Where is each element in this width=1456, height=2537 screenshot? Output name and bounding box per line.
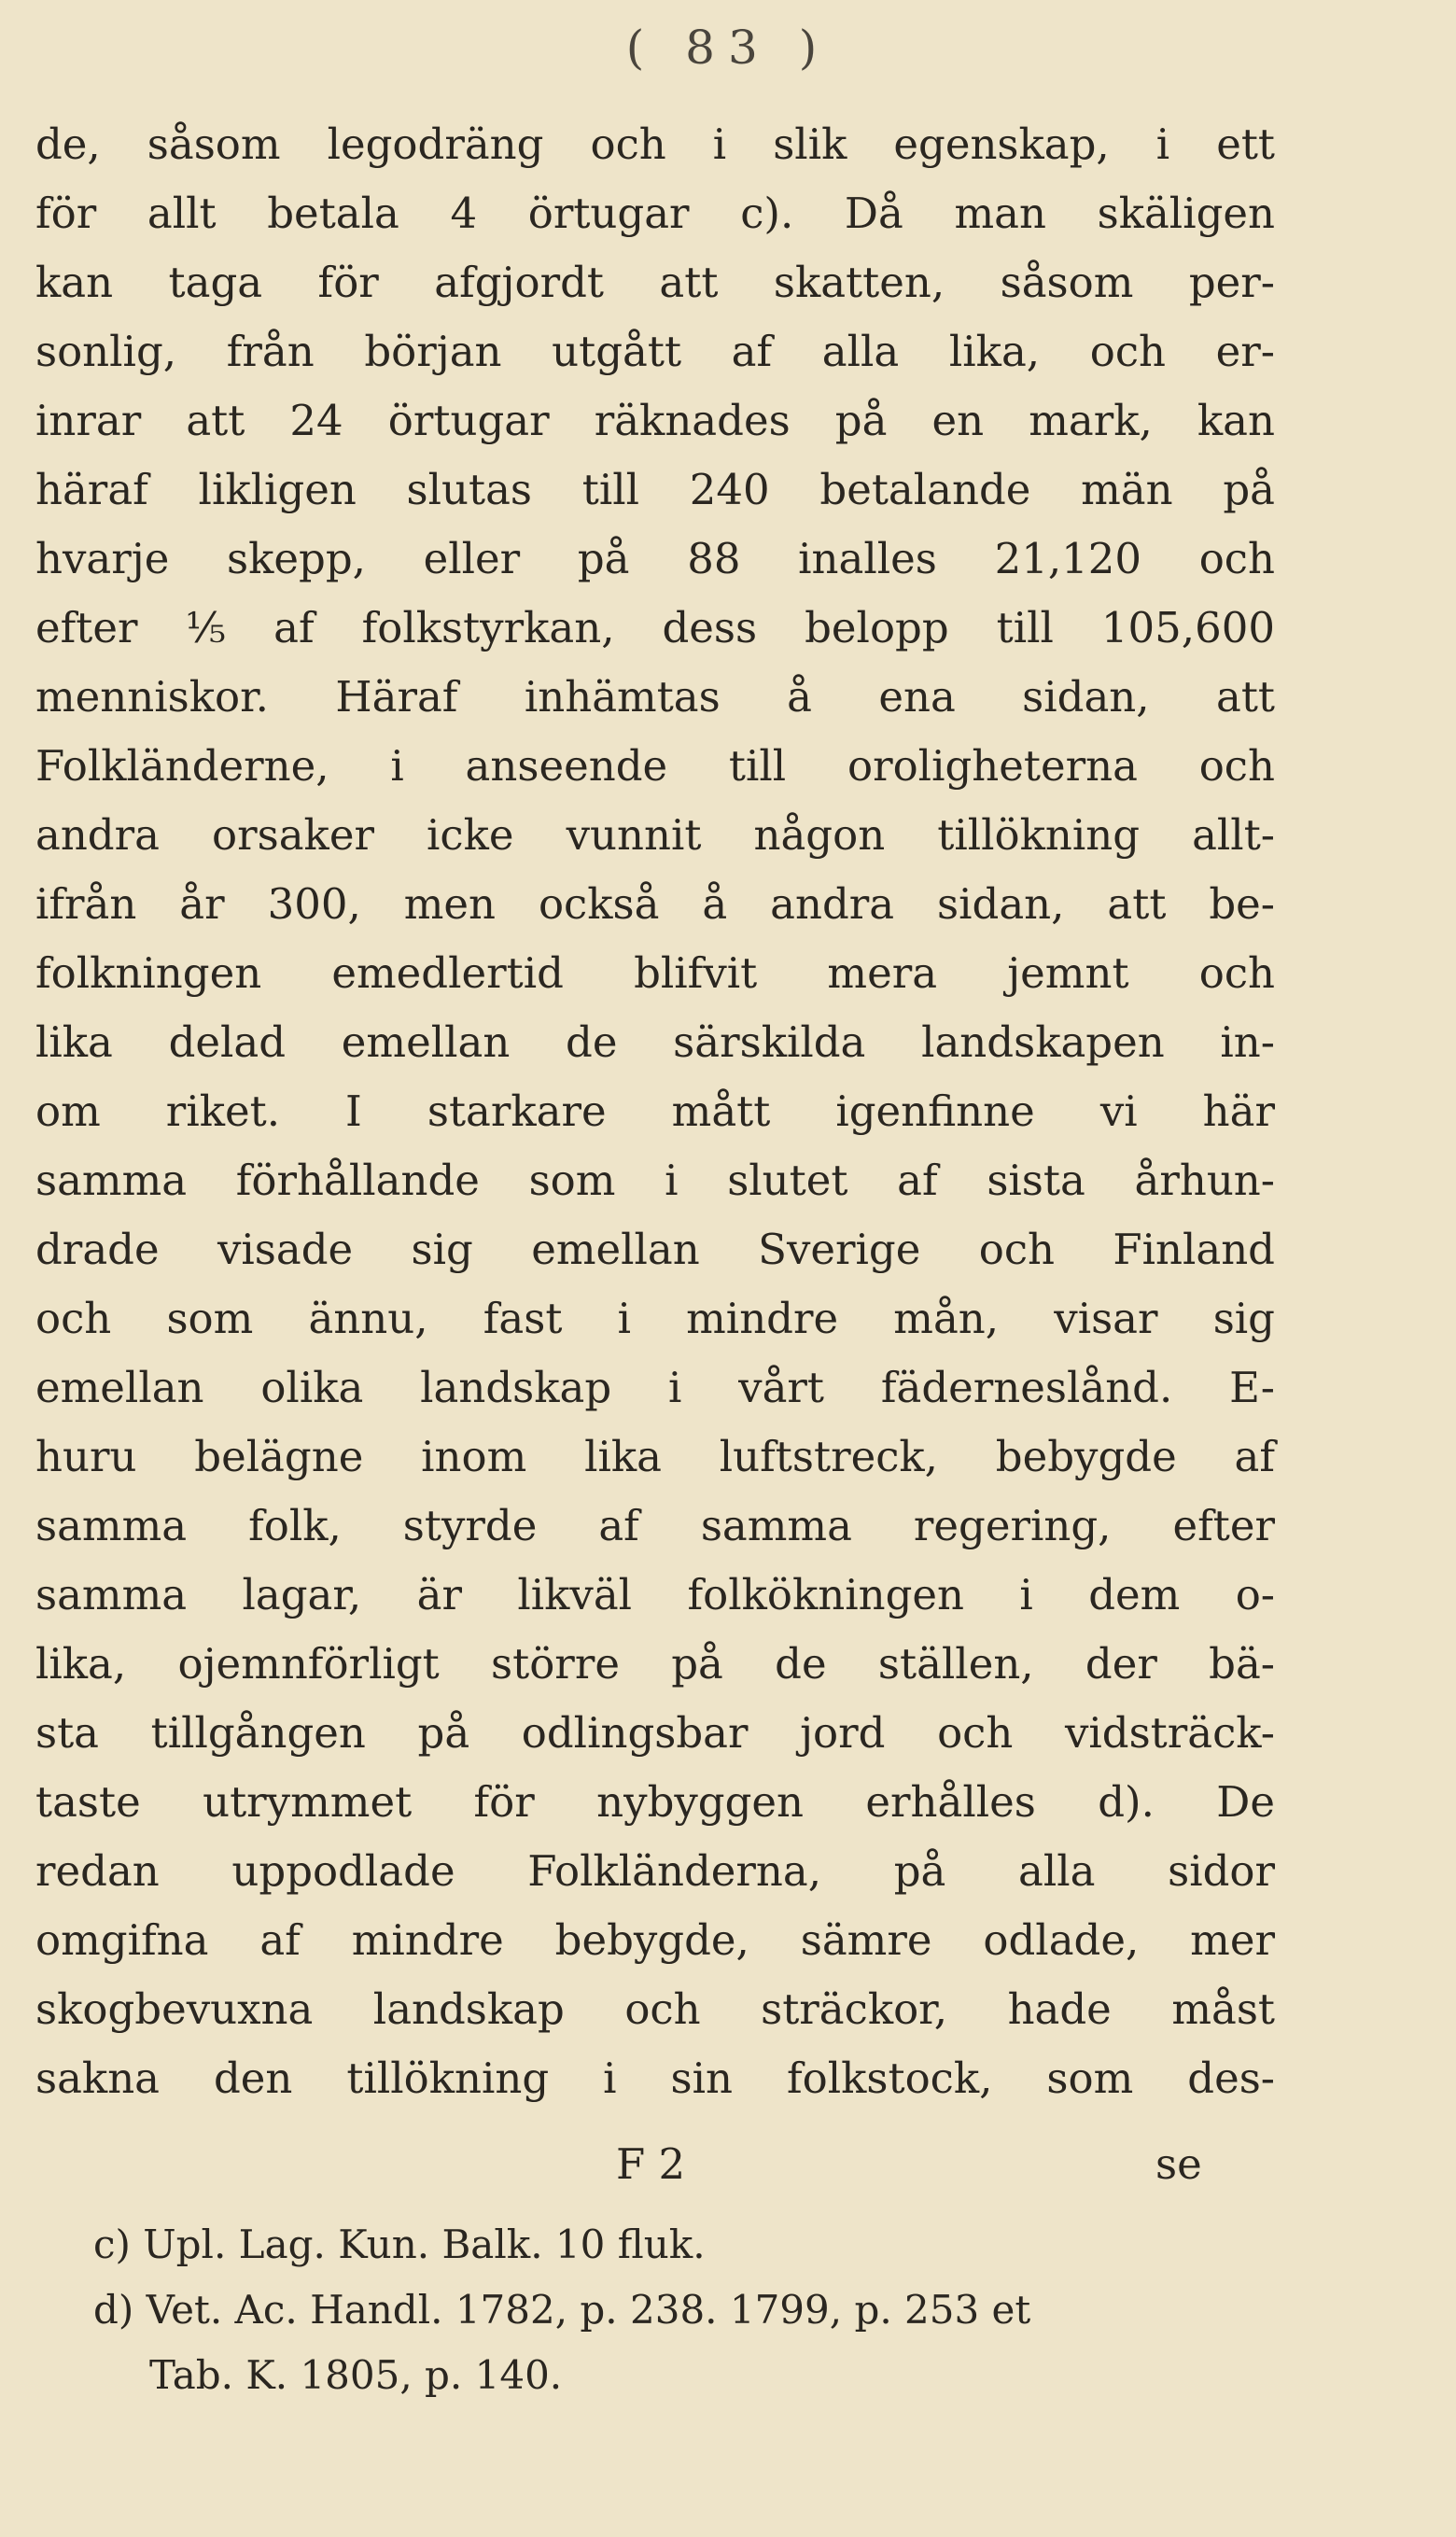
body-line: emellan olika landskap i vårt fäderneslånd. E- bbox=[35, 1363, 1275, 1412]
body-line: skogbevuxna landskap och sträckor, hade måst bbox=[35, 1984, 1275, 2034]
body-line: inrar att 24 örtugar räknades på en mark, kan bbox=[35, 396, 1275, 445]
body-line: och som ännu, fast i mindre mån, visar sig bbox=[35, 1294, 1275, 1343]
body-line: sta tillgången på odlingsbar jord och vidsträck- bbox=[35, 1708, 1275, 1758]
body-line: häraf likligen slutas till 240 betalande män på bbox=[35, 465, 1275, 514]
footnote: c) Upl. Lag. Kun. Balk. 10 fluk. bbox=[93, 2222, 706, 2267]
body-line: samma lagar, är likväl folkökningen i dem o- bbox=[35, 1570, 1275, 1619]
body-line: lika, ojemnförligt större på de ställen, der bä- bbox=[35, 1639, 1275, 1689]
catchword: se bbox=[1155, 2139, 1202, 2189]
body-line: om riket. I starkare mått igenfinne vi här bbox=[35, 1086, 1275, 1136]
body-text bbox=[35, 110, 1275, 2113]
body-line: Folkländerne, i anseende till oroligheterna och bbox=[35, 741, 1275, 791]
body-line: kan taga för afgjordt att skatten, såsom per- bbox=[35, 258, 1275, 307]
body-line: drade visade sig emellan Sverige och Finland bbox=[35, 1225, 1275, 1274]
catch-line bbox=[0, 2130, 1456, 2199]
body-line: samma förhållande som i slutet af sista århun- bbox=[35, 1156, 1275, 1205]
body-line: sonlig, från början utgått af alla lika, och er- bbox=[35, 327, 1275, 376]
footnote: d) Vet. Ac. Handl. 1782, p. 238. 1799, p. 253 et bbox=[93, 2287, 1031, 2333]
body-line: samma folk, styrde af samma regering, efter bbox=[35, 1501, 1275, 1550]
body-line: taste utrymmet för nybyggen erhålles d). De bbox=[35, 1777, 1275, 1827]
body-line: menniskor. Häraf inhämtas å ena sidan, att bbox=[35, 672, 1275, 722]
body-line: redan uppodlade Folkländerna, på alla sidor bbox=[35, 1846, 1275, 1896]
body-line: folkningen emedlertid blifvit mera jemnt och bbox=[35, 948, 1275, 998]
body-line: omgifna af mindre bebygde, sämre odlade, mer bbox=[35, 1915, 1275, 1965]
footnote-continuation: Tab. K. 1805, p. 140. bbox=[149, 2352, 563, 2398]
body-line: för allt betala 4 örtugar c). Då man skäligen bbox=[35, 189, 1275, 238]
signature-mark: F 2 bbox=[616, 2139, 686, 2189]
body-line: de, såsom legodräng och i slik egenskap, i ett bbox=[35, 119, 1275, 169]
body-line: sakna den tillökning i sin folkstock, som des- bbox=[35, 2053, 1275, 2103]
body-line: huru belägne inom lika luftstreck, bebygde af bbox=[35, 1432, 1275, 1481]
body-line: efter ⅕ af folkstyrkan, dess belopp till 105,600 bbox=[35, 603, 1275, 652]
footnotes bbox=[93, 2212, 1275, 2408]
page-number: ( 83 ) bbox=[625, 21, 831, 75]
body-line: lika delad emellan de särskilda landskapen in- bbox=[35, 1017, 1275, 1067]
body-line: hvarje skepp, eller på 88 inalles 21,120 och bbox=[35, 534, 1275, 583]
body-line: ifrån år 300, men också å andra sidan, att be- bbox=[35, 879, 1275, 929]
body-line: andra orsaker icke vunnit någon tillökning allt- bbox=[35, 810, 1275, 860]
